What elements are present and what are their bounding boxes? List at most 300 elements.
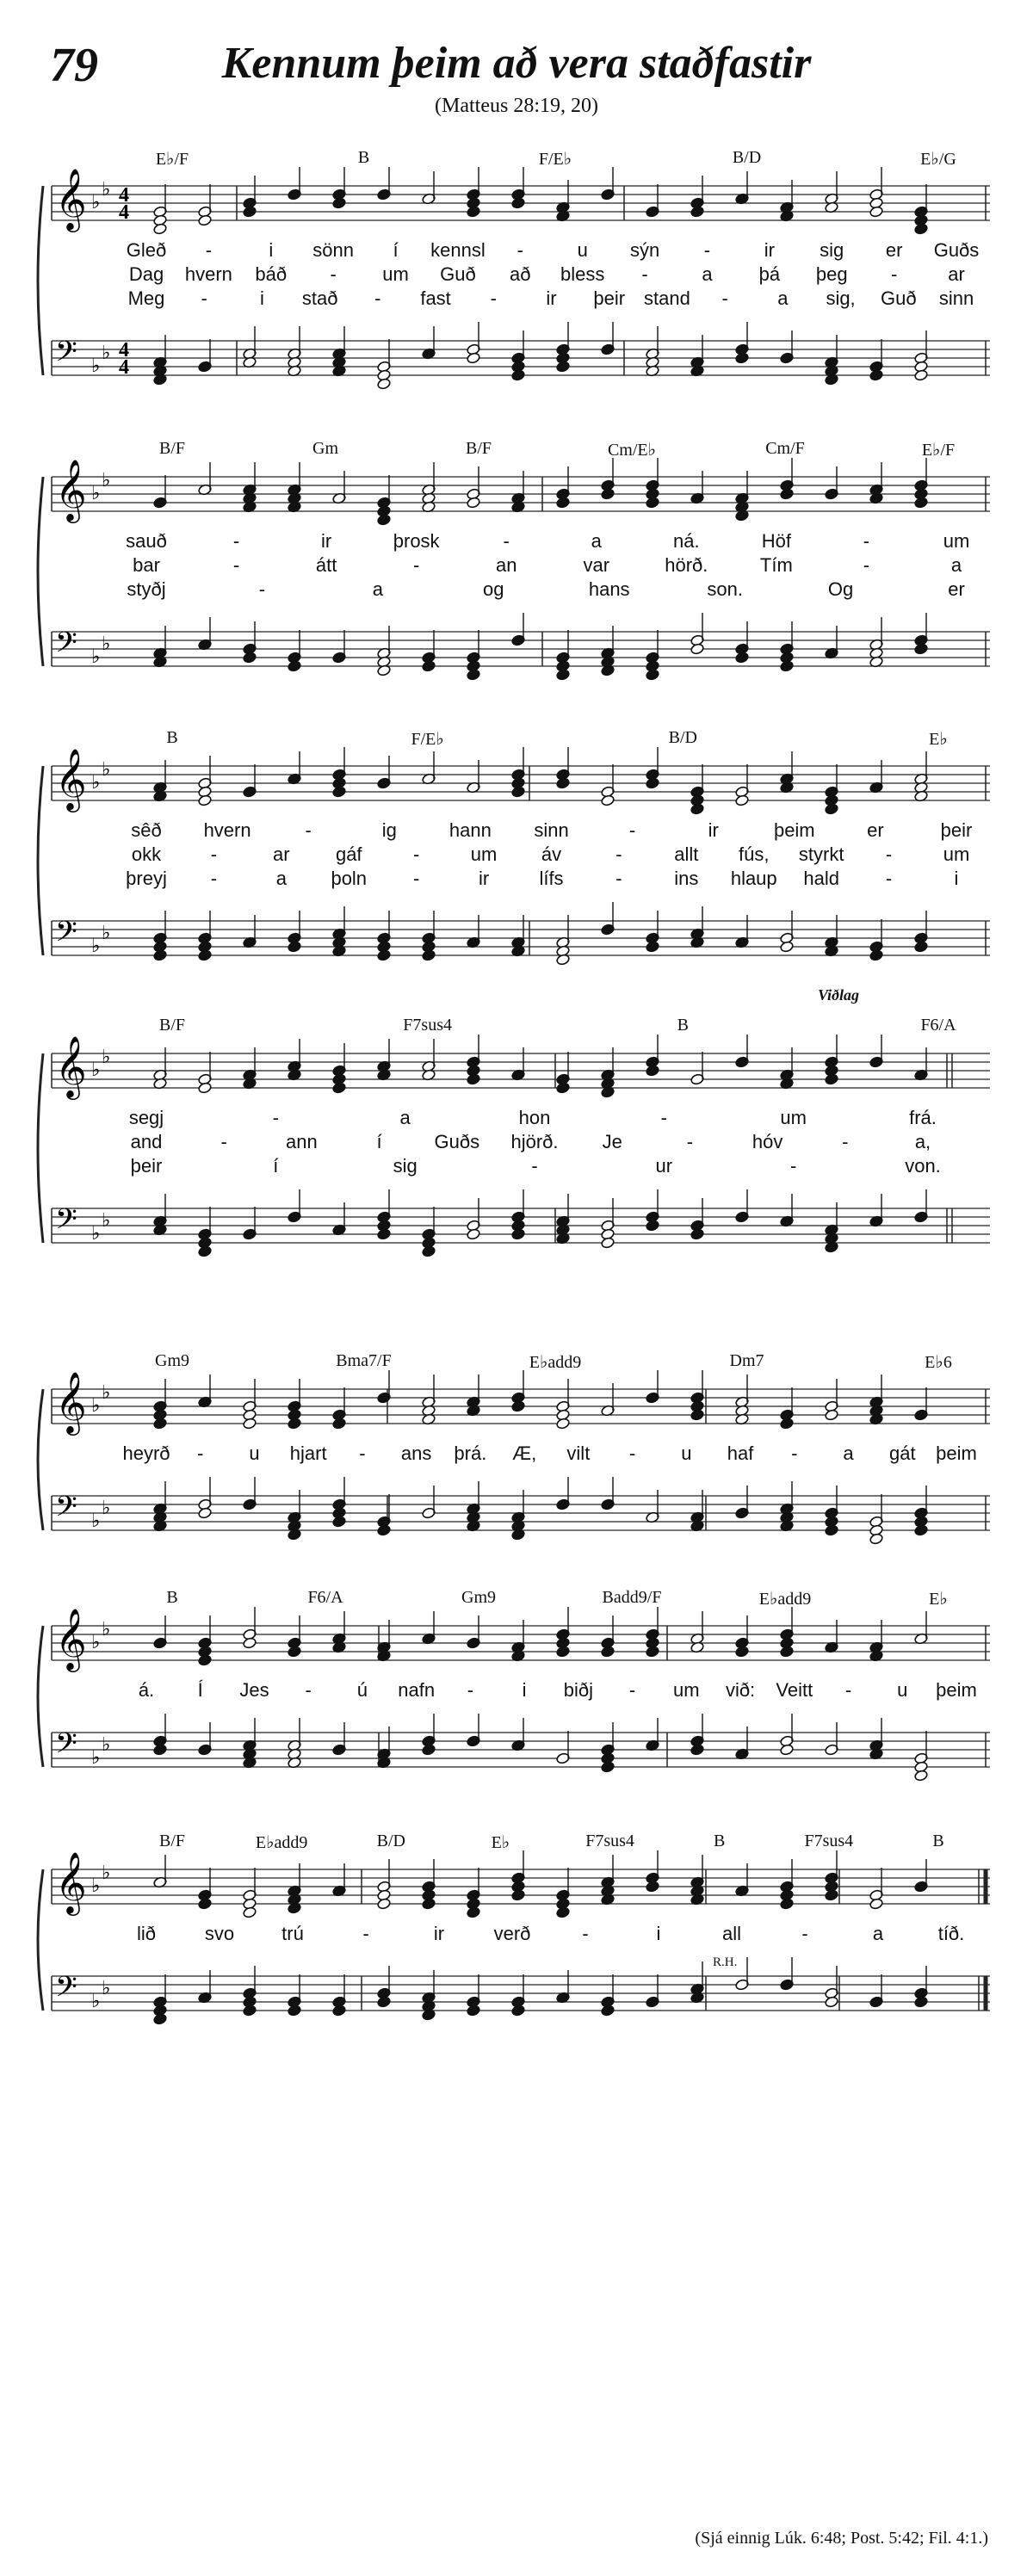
note-head [556, 777, 571, 789]
lyric-syllable: Meg [127, 287, 165, 309]
note-head [556, 1418, 571, 1430]
chord-symbol: E♭/F [921, 441, 956, 460]
chord-symbol: B [677, 1016, 689, 1035]
bass-clef-icon: 𝄢 [55, 336, 77, 375]
lyric-syllable: - [721, 287, 728, 309]
staff-graphics [52, 1588, 990, 1767]
lyric-syllable: - [330, 263, 337, 285]
flat-sign: ♭ [102, 1210, 111, 1232]
lyric-syllable: Og [827, 578, 854, 600]
flat-sign: ♭ [91, 192, 101, 213]
note-head [377, 949, 392, 961]
note-head [153, 223, 168, 235]
lyric-syllable: Je [602, 1131, 622, 1152]
note-head [869, 1898, 884, 1910]
time-signature-digit: 4 [119, 184, 129, 207]
music-system [52, 1832, 990, 2011]
flat-sign: ♭ [102, 1047, 111, 1068]
lyric-syllable: - [863, 554, 870, 576]
note-head [198, 1654, 213, 1666]
lyric-syllable: a [777, 287, 789, 309]
system-brace [38, 1053, 43, 1243]
note-head [780, 660, 795, 672]
note-head [288, 660, 302, 672]
lyric-syllable: gát [888, 1442, 916, 1464]
flat-sign: ♭ [91, 483, 101, 504]
note-head [646, 941, 660, 953]
note-head [467, 2005, 481, 2017]
chord-symbol: B/F [158, 439, 186, 458]
chord-symbol: E♭add9 [529, 1353, 582, 1372]
lyric-syllable: u [249, 1442, 260, 1464]
note-head [511, 1228, 526, 1240]
lyric-syllable: sig, [826, 287, 856, 309]
note-head [646, 669, 660, 681]
note-head [153, 2013, 168, 2025]
lyric-syllable: ar [273, 843, 290, 865]
note-head [735, 652, 750, 664]
lyric-syllable: Jes [239, 1679, 269, 1701]
note-head [288, 1646, 302, 1658]
lyric-syllable: lið [136, 1923, 157, 1944]
lyric-syllable: styrkt [798, 843, 844, 865]
treble-staff [52, 458, 990, 523]
lyric-syllable: þreyj [126, 868, 167, 889]
lyric-syllable: okk [131, 843, 162, 865]
bass-staff [52, 627, 990, 668]
lyric-syllable: - [842, 1131, 849, 1152]
lyric-syllable: þá [758, 263, 781, 285]
music-system [52, 1351, 990, 1530]
lyric-syllable: þeir [593, 287, 626, 309]
lyric-syllable: Dag [128, 263, 164, 285]
lyric-syllable: - [890, 263, 898, 285]
lyric-syllable: um [780, 1107, 807, 1128]
lyric-syllable: stað [301, 287, 338, 309]
note-head [511, 1400, 526, 1412]
note-head [556, 361, 571, 373]
lyric-line [52, 1442, 990, 1467]
lyric-syllable: Tím [759, 554, 793, 576]
lyric-syllable: við: [725, 1679, 756, 1701]
lyric-syllable: átt [315, 554, 337, 576]
chord-symbol: F6/A [920, 1016, 956, 1035]
chord-symbol: E♭ [929, 1590, 948, 1609]
lyric-syllable: sönn [312, 239, 354, 261]
flat-sign: ♭ [102, 1498, 111, 1519]
lyric-syllable: - [516, 239, 523, 261]
note-head [511, 369, 526, 381]
note-head [646, 1646, 660, 1658]
note-head [377, 378, 392, 390]
lyric-syllable: - [210, 843, 218, 865]
lyric-syllable: hon [518, 1107, 551, 1128]
note-head [914, 497, 929, 509]
lyric-syllable: verð [493, 1923, 531, 1944]
system-brace [38, 477, 43, 666]
flat-sign: ♭ [102, 1382, 111, 1404]
lyric-syllable: son. [707, 578, 743, 600]
lyric-syllable: ir [764, 239, 775, 261]
lyric-syllable: um [673, 1679, 700, 1701]
hymn-number: 79 [50, 39, 98, 92]
note-head [377, 514, 392, 526]
chord-symbol: Cm/E♭ [607, 441, 657, 460]
note-head [422, 949, 436, 961]
lyric-syllable: a, [914, 1131, 931, 1152]
chord-symbol: B/F [465, 439, 492, 458]
treble-staff [52, 1035, 990, 1100]
chord-symbol: B/F [158, 1832, 186, 1850]
flat-sign: ♭ [91, 1510, 101, 1532]
note-head [825, 1889, 839, 1901]
lyric-syllable: lífs [539, 868, 564, 889]
lyric-line [52, 287, 990, 312]
lyric-line [52, 1107, 990, 1131]
note-head [869, 949, 884, 961]
treble-clef-icon: 𝄞 [55, 1035, 87, 1097]
lyric-syllable: u [577, 239, 588, 261]
note-head [601, 1646, 615, 1658]
treble-clef-icon: 𝄞 [55, 1370, 87, 1433]
lyric-syllable: - [205, 239, 213, 261]
note-head [198, 1507, 213, 1519]
right-hand-label: R.H. [713, 1955, 738, 1969]
lyric-syllable: i [269, 239, 274, 261]
chord-symbol: E♭add9 [758, 1590, 812, 1609]
lyric-syllable: hjörð. [510, 1131, 559, 1152]
lyric-syllable: sig [393, 1155, 418, 1177]
lyric-syllable: trú [281, 1923, 304, 1944]
chord-symbol: F/E♭ [411, 730, 444, 749]
note-head [780, 1418, 795, 1430]
note-head [869, 206, 884, 218]
lyric-syllable: hann [448, 819, 492, 841]
treble-staff [52, 1607, 990, 1672]
lyric-syllable: - [374, 287, 381, 309]
lyric-syllable: biðj [563, 1679, 593, 1701]
note-head [243, 1906, 257, 1918]
lyric-syllable: vilt [566, 1442, 591, 1464]
lyric-syllable: um [943, 843, 970, 865]
music-system [52, 439, 990, 666]
time-signature-digit: 4 [119, 201, 129, 224]
note-head [332, 786, 347, 798]
lyric-syllable: hörð. [665, 554, 708, 576]
note-head [646, 1881, 660, 1893]
chord-symbol: B/D [668, 728, 697, 747]
lyric-syllable: a [399, 1107, 411, 1128]
lyric-syllable: and [130, 1131, 163, 1152]
lyric-syllable: í [273, 1155, 279, 1177]
chord-symbol: E♭/F [155, 150, 189, 169]
note-head [869, 369, 884, 381]
note-head [690, 1409, 705, 1421]
lyric-syllable: - [220, 1131, 227, 1152]
lyric-syllable: - [801, 1923, 808, 1944]
note-head [377, 1228, 392, 1240]
chord-symbol: F/E♭ [538, 150, 572, 169]
lyric-syllable: - [197, 1442, 204, 1464]
lyric-syllable: sinn [938, 287, 974, 309]
lyric-syllable: - [201, 287, 207, 309]
lyric-syllable: a [591, 530, 602, 552]
note-head [288, 1418, 302, 1430]
treble-clef-icon: 𝄞 [55, 1607, 87, 1670]
lyric-syllable: sinn [534, 819, 569, 841]
time-signature-digit: 4 [119, 339, 129, 361]
note-head [601, 794, 615, 806]
system-brace [38, 186, 43, 375]
note-head [735, 352, 750, 364]
lyric-syllable: stand [644, 287, 690, 309]
note-head [780, 1898, 795, 1910]
flat-sign: ♭ [102, 1863, 111, 1884]
note-head [825, 803, 839, 815]
bass-clef-icon: 𝄢 [55, 1727, 77, 1767]
lyric-syllable: hald [803, 868, 839, 889]
note-head [467, 1906, 481, 1918]
note-head [735, 794, 750, 806]
flat-sign: ♭ [102, 1978, 111, 1999]
lyric-syllable: - [467, 1679, 474, 1701]
lyric-syllable: - [305, 819, 312, 841]
lyric-syllable: ir [321, 530, 332, 552]
lyric-syllable: Gleð [126, 239, 167, 261]
flat-sign: ♭ [91, 936, 101, 957]
lyric-syllable: - [305, 1679, 312, 1701]
chord-symbol: B/D [732, 148, 762, 167]
lyric-syllable: - [232, 554, 240, 576]
lyric-line [52, 530, 990, 554]
lyric-syllable: styðj [127, 578, 166, 600]
lyric-syllable: segj [128, 1107, 164, 1128]
treble-clef-icon: 𝄞 [55, 458, 87, 521]
chord-symbol: E♭6 [925, 1353, 952, 1372]
lyric-syllable: ins [674, 868, 699, 889]
music-system [52, 148, 990, 379]
lyric-syllable: - [531, 1155, 538, 1177]
lyric-syllable: ir [708, 819, 719, 841]
note-head [243, 1418, 257, 1430]
lyric-syllable: i [954, 868, 959, 889]
lyric-syllable: - [412, 868, 420, 889]
note-head [243, 1637, 257, 1649]
lyric-line [52, 1923, 990, 1947]
lyric-syllable: tíð. [937, 1923, 965, 1944]
lyric-syllable: u [681, 1442, 692, 1464]
lyric-syllable: þeir [940, 819, 973, 841]
note-head [601, 1761, 615, 1773]
lyric-line [52, 554, 990, 578]
note-head [511, 197, 526, 209]
note-head [511, 1889, 526, 1901]
flat-sign: ♭ [91, 1991, 101, 2012]
lyric-syllable: ú [356, 1679, 368, 1701]
flat-sign: ♭ [91, 1632, 101, 1653]
lyric-line [52, 1155, 990, 1179]
lyric-line [52, 578, 990, 602]
lyric-syllable: - [490, 287, 497, 309]
note-head [467, 1073, 481, 1085]
chord-symbol: E♭/G [920, 150, 956, 169]
lyric-syllable: og [483, 578, 504, 600]
note-head [422, 1245, 436, 1257]
lyric-syllable: Guð [880, 287, 917, 309]
note-head [646, 777, 660, 789]
chord-symbol: F7sus4 [585, 1832, 634, 1850]
lyric-syllable: i [522, 1679, 527, 1701]
lyric-syllable: bar [133, 554, 160, 576]
lyric-line [52, 843, 990, 868]
chord-symbol: B [714, 1832, 726, 1850]
lyric-syllable: a [275, 868, 287, 889]
lyric-syllable: ig [381, 819, 397, 841]
lyric-syllable: - [412, 843, 420, 865]
note-head [467, 497, 481, 509]
chord-symbol: Badd9/F [602, 1588, 662, 1607]
chord-symbol: Gm9 [155, 1351, 189, 1370]
flat-sign: ♭ [91, 1875, 101, 1897]
lyric-syllable: - [412, 554, 420, 576]
note-head [601, 1237, 615, 1249]
lyric-syllable: - [359, 1442, 366, 1464]
note-head [646, 1220, 660, 1232]
lyric-syllable: frá. [909, 1107, 937, 1128]
lyric-syllable: - [582, 1923, 589, 1944]
lyric-syllable: sauð [126, 530, 167, 552]
lyric-syllable: svo [204, 1923, 235, 1944]
note-head [690, 206, 705, 218]
note-head [198, 214, 213, 226]
note-head [153, 1418, 168, 1430]
flat-sign: ♭ [91, 1059, 101, 1081]
lyric-line [52, 1679, 990, 1703]
lyric-syllable: - [628, 1442, 636, 1464]
note-head [601, 488, 615, 500]
hymn-title: Kennum þeim að vera staðfastir [221, 39, 812, 88]
lyric-syllable: - [844, 1679, 852, 1701]
note-head [780, 1646, 795, 1658]
note-head [556, 1082, 571, 1094]
lyric-syllable: - [885, 868, 893, 889]
note-head [332, 2005, 347, 2017]
note-head [198, 949, 213, 961]
system-brace [38, 1626, 43, 1767]
lyric-syllable: allt [674, 843, 699, 865]
lyric-syllable: - [232, 530, 240, 552]
note-head [914, 1996, 929, 2008]
lyric-syllable: ir [433, 1923, 445, 1944]
note-head [377, 1898, 392, 1910]
lyric-syllable: þrá. [454, 1442, 487, 1464]
treble-clef-icon: 𝄞 [55, 167, 87, 230]
note-head [467, 669, 481, 681]
lyric-syllable: um [943, 530, 970, 552]
lyric-syllable: ur [655, 1155, 673, 1177]
note-head [914, 369, 929, 381]
note-head [690, 643, 705, 655]
lyric-syllable: - [615, 868, 622, 889]
lyric-syllable: hóv [752, 1131, 783, 1152]
chord-symbol: B [932, 1832, 944, 1850]
note-head [825, 1409, 839, 1421]
note-head [601, 2005, 615, 2017]
lyric-syllable: Guðs [434, 1131, 480, 1152]
lyric-line [52, 239, 990, 263]
note-head [511, 786, 526, 798]
note-head [825, 1996, 839, 2008]
note-head [825, 1073, 839, 1085]
lyric-syllable: þeg [815, 263, 848, 285]
lyric-syllable: Höf [761, 530, 791, 552]
note-head [780, 1744, 795, 1756]
lyric-syllable: a [372, 578, 383, 600]
lyric-syllable: hjart [289, 1442, 327, 1464]
flat-sign: ♭ [102, 179, 111, 201]
note-head [198, 794, 213, 806]
lyric-syllable: - [628, 819, 636, 841]
note-head [914, 1524, 929, 1536]
note-head [153, 949, 168, 961]
note-head [914, 1770, 929, 1782]
lyric-syllable: haf [727, 1442, 754, 1464]
lyric-syllable: i [656, 1923, 661, 1944]
chord-symbol: E♭ [491, 1833, 510, 1852]
lyric-syllable: Guð [440, 263, 476, 285]
note-head [243, 206, 257, 218]
chord-symbol: E♭add9 [255, 1833, 308, 1852]
lyric-syllable: Guðs [933, 239, 980, 261]
lyric-syllable: bless [560, 263, 605, 285]
flat-sign: ♭ [102, 759, 111, 781]
lyric-syllable: - [791, 1442, 798, 1464]
section-label: Viðlag [818, 986, 860, 1004]
lyric-syllable: u [897, 1679, 908, 1701]
note-head [288, 941, 302, 953]
flat-sign: ♭ [102, 923, 111, 944]
lyric-line [52, 1131, 990, 1155]
lyric-syllable: ná. [673, 530, 700, 552]
chord-symbol: Gm9 [461, 1588, 496, 1607]
note-head [198, 1082, 213, 1094]
note-head [690, 1744, 705, 1756]
note-head [422, 1744, 436, 1756]
note-head [825, 1524, 839, 1536]
lyric-syllable: - [258, 578, 266, 600]
lyric-syllable: þoln [331, 868, 368, 889]
chord-symbol: F6/A [307, 1588, 343, 1607]
lyric-syllable: i [259, 287, 264, 309]
note-head [377, 1996, 392, 2008]
flat-sign: ♭ [102, 1619, 111, 1640]
chord-symbol: Gm [312, 439, 338, 458]
staff-graphics [52, 1832, 990, 2011]
treble-clef-icon: 𝄞 [55, 747, 87, 810]
lyric-syllable: nafn [398, 1679, 436, 1701]
lyric-syllable: - [789, 1155, 797, 1177]
lyric-syllable: ans [400, 1442, 432, 1464]
music-system [52, 986, 990, 1245]
flat-sign: ♭ [91, 772, 101, 794]
note-head [914, 643, 929, 655]
lyric-syllable: að [510, 263, 531, 285]
music-system [52, 728, 990, 955]
note-head [422, 660, 436, 672]
lyric-line [52, 868, 990, 892]
note-head [198, 1245, 213, 1257]
lyric-syllable: - [615, 843, 622, 865]
